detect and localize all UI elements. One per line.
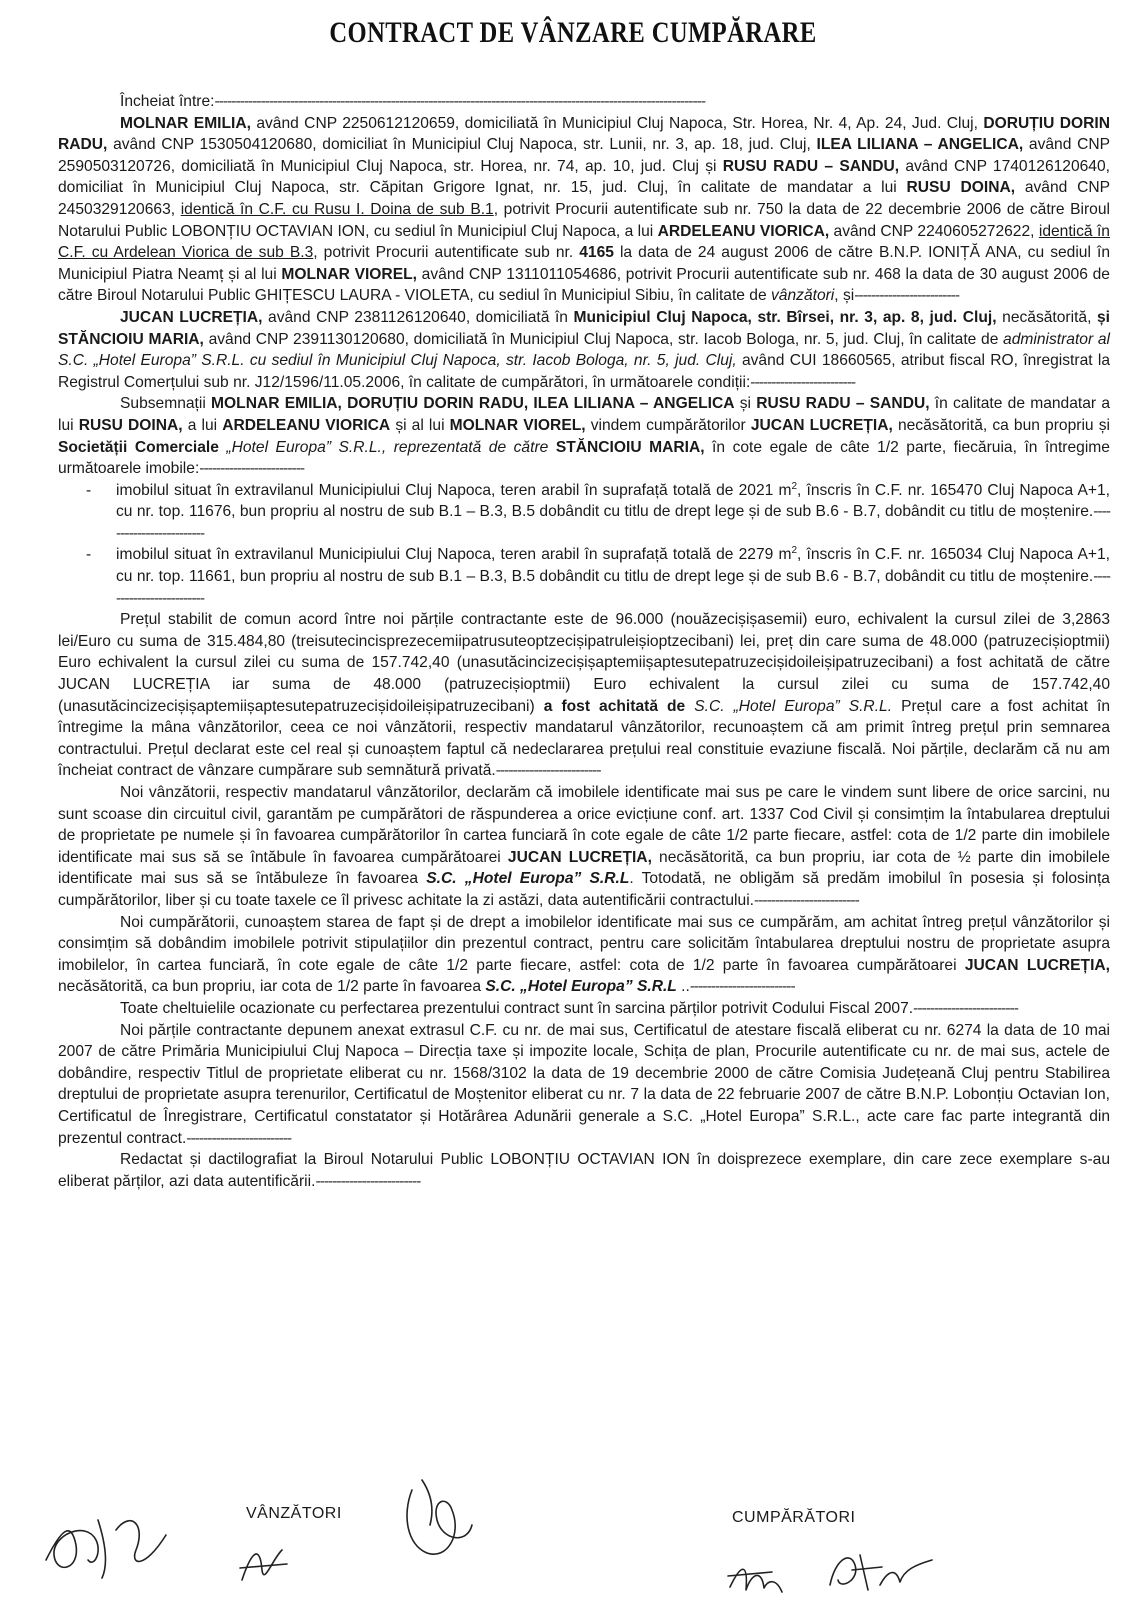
text-segment: în cote egale de câte 1/2 parte, fiecăruia, în întregime următoarele imobile: — [58, 438, 1110, 478]
text-segment: și — [734, 395, 757, 413]
text-segment: S.C. „Hotel Europa” S.R.L — [426, 870, 630, 888]
text-segment: vânzători — [771, 287, 835, 305]
text-segment: la data de 24 august 2006 de către B.N.P. IONIȚĂ ANA, cu sediul în Municipiul Piatra Neamț și al lui — [58, 244, 1110, 283]
text-segment: imobilul situat în extravilanul Municipiului Cluj Napoca, teren arabil în suprafață totală de 2279 m — [116, 546, 792, 564]
text-segment: imobilul situat în extravilanul Municipiului Cluj Napoca, teren arabil în suprafață totală de 2021 m — [116, 481, 792, 499]
price-paragraph — [58, 609, 1110, 782]
intro-text: Încheiat între: — [120, 93, 215, 110]
seller-signature-3 — [392, 1475, 482, 1565]
filler-dashes: --------------------------------------------------------------------------------------------------------------------- — [214, 93, 706, 110]
annexes-paragraph — [58, 1020, 1110, 1150]
seller-signature-2 — [232, 1530, 292, 1590]
buyers-label: CUMPĂRĂTORI — [732, 1509, 856, 1526]
property-item — [58, 544, 1110, 609]
text-segment: Toate cheltuielile ocazionate cu perfectarea prezentului contract sunt în sarcina părților potrivit Codului Fiscal 2007. — [120, 999, 914, 1017]
filler-dashes: ------------------------- — [199, 460, 305, 478]
filler-dashes: ------------------------- — [913, 999, 1018, 1017]
document-title: CONTRACT DE VÂNZARE CUMPĂRARE — [329, 16, 817, 49]
text-segment: ARDELEANU VIORICA, — [657, 222, 830, 240]
text-segment: DORUȚIU DORIN RADU, — [58, 114, 1110, 154]
text-segment: , înscris în C.F. nr. 165470 Cluj Napoca A+1, cu nr. top. 11676, bun propriu al nostru de sub B.1 – B.3, B.5 dobândit cu titlu de drept lege și de sub B.6 - B.7, dobândit cu titlu de moștenire. — [116, 481, 1110, 521]
text-segment: S.C. „Hotel Europa” S.R.L — [485, 978, 677, 996]
text-segment: Prețul care a fost achitat în întregime la mâna vânzătorilor, ceea ce noi vânzătorii, respectiv mandatarul vânzătorilor, recunoaștem că am primit întreg prețul prin semnarea contractului. Prețul declarat este cel real și cunoaștem faptul că nedeclararea prețului real constituie evaziune fiscală. Noi părțile, declarăm că nu am încheiat contract de vânzare cumpărare sub semnătură privată. — [58, 697, 1111, 780]
text-segment: necăsătorită, ca bun propriu, iar cota de 1/2 parte în favoarea — [58, 978, 486, 996]
text-segment: . Totodată, ne obligăm să predăm imobilul în posesia și folosința cumpărătorilor, liber și cu toate taxele ce îl privesc achitate la zi astăzi, data autentificării contractului. — [58, 870, 1110, 909]
text-segment: Prețul stabilit de comun acord între noi părțile contractante este de 96.000 (nouăzecișișasemii) euro, echivalent la cursul zilei de 3,2863 lei/Euro cu suma de 315.484,80 (treisutecincisprezecemiipatrusuteoptzecișipatruleișioptzecibani) lei, preț din care suma de 48.000 (patruzecișioptmii) Euro echivalent la cursul zilei cu suma de 157.742,40 (unasutăcincizecișișaptemiișaptesutepatruzecișidoileișipatruzecibani) a fost achitată de către JUCAN LUCREȚIA iar suma de 48.000 (patruzecișioptmii) Euro echivalent la cursul zilei cu suma de 157.742,40 (unasutăcincizecișișaptemiișaptesutepatruzecișidoileișipatruzecibani) — [58, 611, 1110, 715]
filler-dashes: ------------------------- — [315, 1172, 421, 1190]
text-segment: 2 — [791, 545, 798, 557]
buyer-signature-2 — [820, 1540, 940, 1600]
text-segment: , înscris în C.F. nr. 165034 Cluj Napoca A+1, cu nr. top. 11661, bun propriu al nostru de sub B.1 – B.3, B.5 dobândit cu titlu de drept lege și de sub B.6 - B.7, dobândit cu titlu de moștenire. — [116, 546, 1110, 586]
intro-line — [58, 91, 1110, 113]
text-segment: vindem cumpărătorilor — [585, 416, 751, 434]
filler-dashes: ------------------------- — [186, 1129, 292, 1147]
document-body — [58, 91, 1110, 1192]
drafting-paragraph — [58, 1149, 1110, 1192]
property-item — [58, 480, 1110, 545]
text-segment: JUCAN LUCREȚIA, — [750, 416, 893, 434]
text-segment: având CNP 2450329120663, — [58, 179, 1110, 218]
text-segment: în calitate de mandatar a lui — [58, 395, 1110, 434]
sale-paragraph — [58, 393, 1110, 479]
text-segment: MOLNAR VIOREL, — [449, 416, 586, 434]
text-segment: MOLNAR VIOREL, — [281, 265, 417, 283]
expenses-paragraph — [58, 998, 1110, 1020]
text-segment: S.C. „Hotel Europa” S.R.L. — [694, 697, 893, 715]
buyers-paragraph — [58, 307, 1110, 393]
text-segment: RUSU DOINA, — [78, 416, 183, 434]
text-segment: a lui — [182, 416, 223, 434]
filler-dashes: ------------------------- — [116, 503, 1110, 542]
filler-dashes: ------------------------- — [689, 978, 795, 996]
text-segment: , și — [834, 287, 855, 305]
text-segment: având CNP 2250612120659, domiciliată în Municipiul Cluj Napoca, Str. Horea, Nr. 4, Ap. 24, Jud. Cluj, — [250, 114, 984, 132]
text-segment: având CNP 1530504120680, domiciliat în Municipiul Cluj Napoca, str. Lunii, nr. 3, ap. 18, jud. Cluj, — [107, 136, 817, 154]
text-segment: 2 — [791, 480, 798, 492]
text-segment: JUCAN LUCREȚIA, — [964, 956, 1110, 974]
text-segment: având CUI 18660565, atribut fiscal RO, înregistrat la Registrul Comerțului sub nr. J12/1596/11.05.2006, în calitate de cumpărători, în următoarele condiții: — [58, 352, 1110, 391]
text-segment: având CNP 2240605272622, — [829, 222, 1039, 240]
text-segment: Noi cumpărătorii, cunoaștem starea de fapt și de drept a imobilelor identificate mai sus ce cumpărăm, am achitat întreg prețul vânzătorilor și consimțim să dobândim imobilele potrivit stipulațiilor din prezentul contract, pentru care solicităm întabularea dreptului nostru de proprietate asupra imobilelor, în cartea funciară, în cote egale de câte 1/2 parte fiecare, astfel: cota de 1/2 parte în favoarea cumpărătoarei — [58, 913, 1110, 974]
text-segment: identică în C.F. cu Ardelean Viorica de sub B.3 — [58, 222, 1110, 262]
seller-signature-1 — [36, 1490, 176, 1580]
property-list — [58, 480, 1110, 610]
text-segment: Redactat și dactilografiat la Biroul Notarului Public LOBONȚIU OCTAVIAN ION în doisprezece exemplare, din care zece exemplare s-au eliberat părților, azi data autentificării. — [58, 1151, 1110, 1190]
text-segment: ARDELEANU VIORICA — [222, 416, 391, 434]
text-segment: Municipiul Cluj Napoca, str. Bîrsei, nr. 3, ap. 8, jud. Cluj, — [573, 308, 997, 326]
filler-dashes: ------------------------- — [750, 373, 856, 391]
filler-dashes: ------------------------- — [116, 568, 1110, 607]
sellers-label: VÂNZĂTORI — [246, 1505, 342, 1522]
text-segment: necăsătorită, ca bun propriu, iar cota de ½ parte din imobilele identificate mai sus să se întăbuleze în favoarea — [58, 848, 1110, 888]
text-segment: MOLNAR EMILIA, DORUȚIU DORIN RADU, ILEA LILIANA – ANGELICA — [211, 395, 735, 413]
filler-dashes: ------------------------- — [495, 762, 601, 780]
text-segment: având CNP 2590503120726, domiciliată în Municipiul Cluj Napoca, str. Horea, nr. 74, ap. 10, jud. Cluj și — [58, 136, 1110, 175]
text-segment: „Hotel Europa” S.R.L., reprezentată de către — [218, 438, 556, 456]
text-segment: MOLNAR EMILIA, — [120, 114, 251, 132]
text-segment: având CNP 1311011054686, potrivit Procurii autentificate sub nr. 468 la data de 30 august 2006 de către Biroul Notarului Public GHIȚESCU LAURA - VIOLETA, cu sediul în Municipiul Sibiu, în calitate de — [58, 265, 1110, 305]
text-segment: identică în C.F. cu Rusu I. Doina de sub B.1 — [180, 200, 494, 218]
text-segment: .. — [676, 978, 690, 996]
text-segment: Noi părțile contractante depunem anexat extrasul C.F. cu nr. de mai sus, Certificatul de atestare fiscală eliberat cu nr. 6274 la data de 10 mai 2007 de către Primăria Municipiului Cluj Napoca – Direcția taxe și impozite locale, Schița de plan, Procurile autentificate cu nr. de mai sus, actele de dobândire, respectiv Titlul de proprietate eliberat cu nr. 1568/3102 la data de 19 decembrie 2000 de către Comisia Județeană Cluj pentru Stabilirea dreptului de proprietate asupra terenurilor, Certificatul de Moștenitor eliberat cu nr. 7 la data de 22 februarie 2007 de către B.N.P. Lobonțiu Octavian Ion, Certificatul de Înregistrare, Certificatul constatator și Hotărârea Adunării generale a S.C. „Hotel Europa” S.R.L., acte care fac parte integrantă din prezentul contract. — [58, 1021, 1110, 1147]
text-segment: , potrivit Procurii autentificate sub nr. — [313, 244, 580, 262]
text-segment: având CNP 2381126120640, domiciliată în — [262, 308, 574, 326]
text-segment: 4165 — [579, 244, 614, 262]
sellers-paragraph — [58, 113, 1110, 307]
text-segment: JUCAN LUCREȚIA, — [120, 308, 263, 326]
text-segment: JUCAN LUCREȚIA, — [507, 848, 652, 866]
text-segment: RUSU RADU – SANDU, — [722, 157, 900, 175]
text-segment: ILEA LILIANA – ANGELICA, — [816, 136, 1024, 154]
text-segment: RUSU DOINA, — [906, 179, 1016, 197]
text-segment: , potrivit Procurii autentificate sub nr. 750 la data de 22 decembrie 2006 de către Biroul Notarului Public LOBONȚIU OCTAVIAN ION, cu sediul în Municipiul Cluj Napoca, a lui — [58, 200, 1110, 240]
text-segment: și STĂNCIOIU MARIA, — [58, 308, 1111, 348]
text-segment: Subsemnații — [120, 395, 212, 413]
text-segment: având CNP 2391130120680, domiciliată în Municipiul Cluj Napoca, str. Iacob Bologa, nr. 5, jud. Cluj, în calitate de — [203, 330, 1004, 348]
text-segment: Noi vânzătorii, respectiv mandatarul vânzătorilor, declarăm că imobilele identificate mai sus pe care le vindem sunt libere de orice sarcini, nu sunt scoase din circuitul civil, garantăm pe cumpărători de răspunderea a orice evicțiune conf. art. 1337 Cod Civil și consimțim la întabularea dreptului de proprietate pe numele și în favoarea cumpărătorilor în cartea funciară în cote egale de câte 1/2 parte fiecare, astfel: cota de 1/2 parte din imobilele identificate mai sus să se întăbule în favoarea cumpărătoarei — [58, 784, 1110, 866]
text-segment: și al lui — [390, 416, 450, 434]
buyer-signature-1 — [722, 1552, 792, 1602]
text-segment: necăsătorită, — [996, 308, 1097, 326]
text-segment: necăsătorită, ca bun propriu și — [892, 416, 1110, 434]
filler-dashes: ------------------------- — [754, 891, 859, 909]
sellers-declaration-paragraph — [58, 782, 1110, 912]
text-segment: administrator al S.C. „Hotel Europa” S.R.L. cu sediul în Municipiul Cluj Napoca, str. Iacob Bologa, nr. 5, jud. Cluj, — [58, 330, 1110, 370]
text-segment: Societății Comerciale — [58, 438, 219, 456]
text-segment: STĂNCIOIU MARIA, — [555, 438, 705, 456]
text-segment: având CNP 1740126120640, domiciliat în Municipiul Cluj Napoca, str. Căpitan Grigore Ignat, nr. 15, jud. Cluj, în calitate de mandatar a lui — [58, 157, 1110, 197]
buyers-declaration-paragraph — [58, 912, 1110, 998]
text-segment: RUSU RADU – SANDU, — [756, 395, 930, 413]
text-segment: a fost achitată de — [543, 697, 695, 715]
filler-dashes: ------------------------- — [854, 287, 960, 305]
